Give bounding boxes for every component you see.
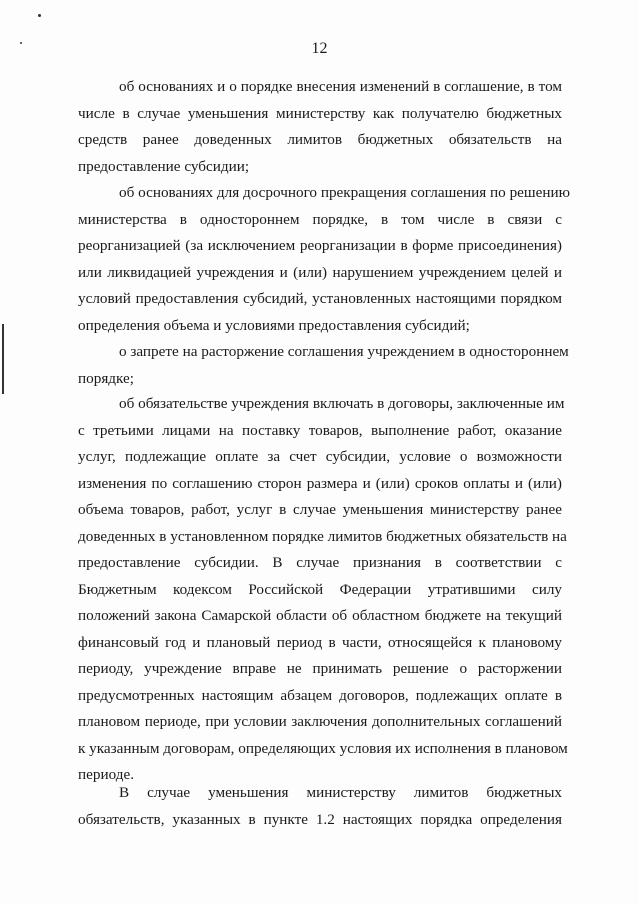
text-line: или ликвидацией учреждения и (или) нарушением учреждением целей и: [78, 263, 562, 281]
text-line: условий предоставления субсидий, установленных настоящими порядком: [78, 290, 562, 307]
text-line: объема товаров, работ, услуг в случае уменьшения министерству ранее: [78, 501, 562, 518]
text-line: услуг, подлежащие оплате за счет субсидии, условие о возможности: [78, 448, 562, 465]
text-line: определения объема и условиями предоставления субсидий;: [78, 316, 470, 334]
text-line: о запрете на расторжение соглашения учреждением в одностороннем: [119, 343, 569, 360]
text-line: обязательств, указанных в пункте 1.2 настоящих порядка определения: [78, 810, 562, 828]
text-line: с третьими лицами на поставку товаров, выполнение работ, оказание: [78, 421, 562, 439]
paragraph: [78, 780, 562, 833]
text-line: реорганизацией (за исключением реорганизации в форме присоединения): [78, 237, 562, 254]
text-line: об основаниях для досрочного прекращения соглашения по решению: [119, 184, 570, 201]
text-line: изменения по соглашению сторон размера и (или) сроков оплаты и (или): [78, 474, 562, 492]
text-line: предусмотренных настоящим абзацем договоров, подлежащих оплате в: [78, 686, 562, 704]
text-line: об обязательстве учреждения включать в договоры, заключенные им: [119, 395, 565, 412]
text-line: доведенных в установленном порядке лимитов бюджетных обязательств на: [78, 527, 567, 545]
scan-mark: [38, 14, 41, 17]
paragraph: [78, 339, 569, 392]
text-line: числе в случае уменьшения министерству как получателю бюджетных: [78, 104, 562, 122]
text-line: средств ранее доведенных лимитов бюджетных обязательств на: [78, 131, 562, 148]
text-line: предоставление субсидии. В случае признания в соответствии с: [78, 554, 562, 571]
text-line: периоду, учреждение вправе не принимать решение о расторжении: [78, 660, 562, 677]
text-line: Бюджетным кодексом Российской Федерации утратившими силу: [78, 580, 562, 598]
text-line: финансовый год и плановый период в части, относящейся к плановому: [78, 633, 562, 651]
text-line: порядке;: [78, 369, 134, 387]
text-line: к указанным договорам, определяющих условия их исполнения в плановом: [78, 739, 568, 757]
scan-mark: [2, 324, 4, 394]
paragraph: [78, 180, 570, 339]
text-line: об основаниях и о порядке внесения изменений в соглашение, в том: [119, 78, 562, 95]
text-line: В случае уменьшения министерству лимитов бюджетных: [119, 784, 562, 801]
paragraph: [78, 74, 562, 180]
text-line: министерства в одностороннем порядке, в том числе в связи с: [78, 210, 562, 228]
text-line: плановом периоде, при условии заключения дополнительных соглашений: [78, 713, 562, 730]
page-number: 12: [311, 40, 328, 57]
text-line: периоде.: [78, 766, 135, 783]
text-line: предоставление субсидии;: [78, 157, 250, 175]
paragraph: [78, 391, 568, 789]
text-line: положений закона Самарской области об областном бюджете на текущий: [78, 607, 562, 624]
